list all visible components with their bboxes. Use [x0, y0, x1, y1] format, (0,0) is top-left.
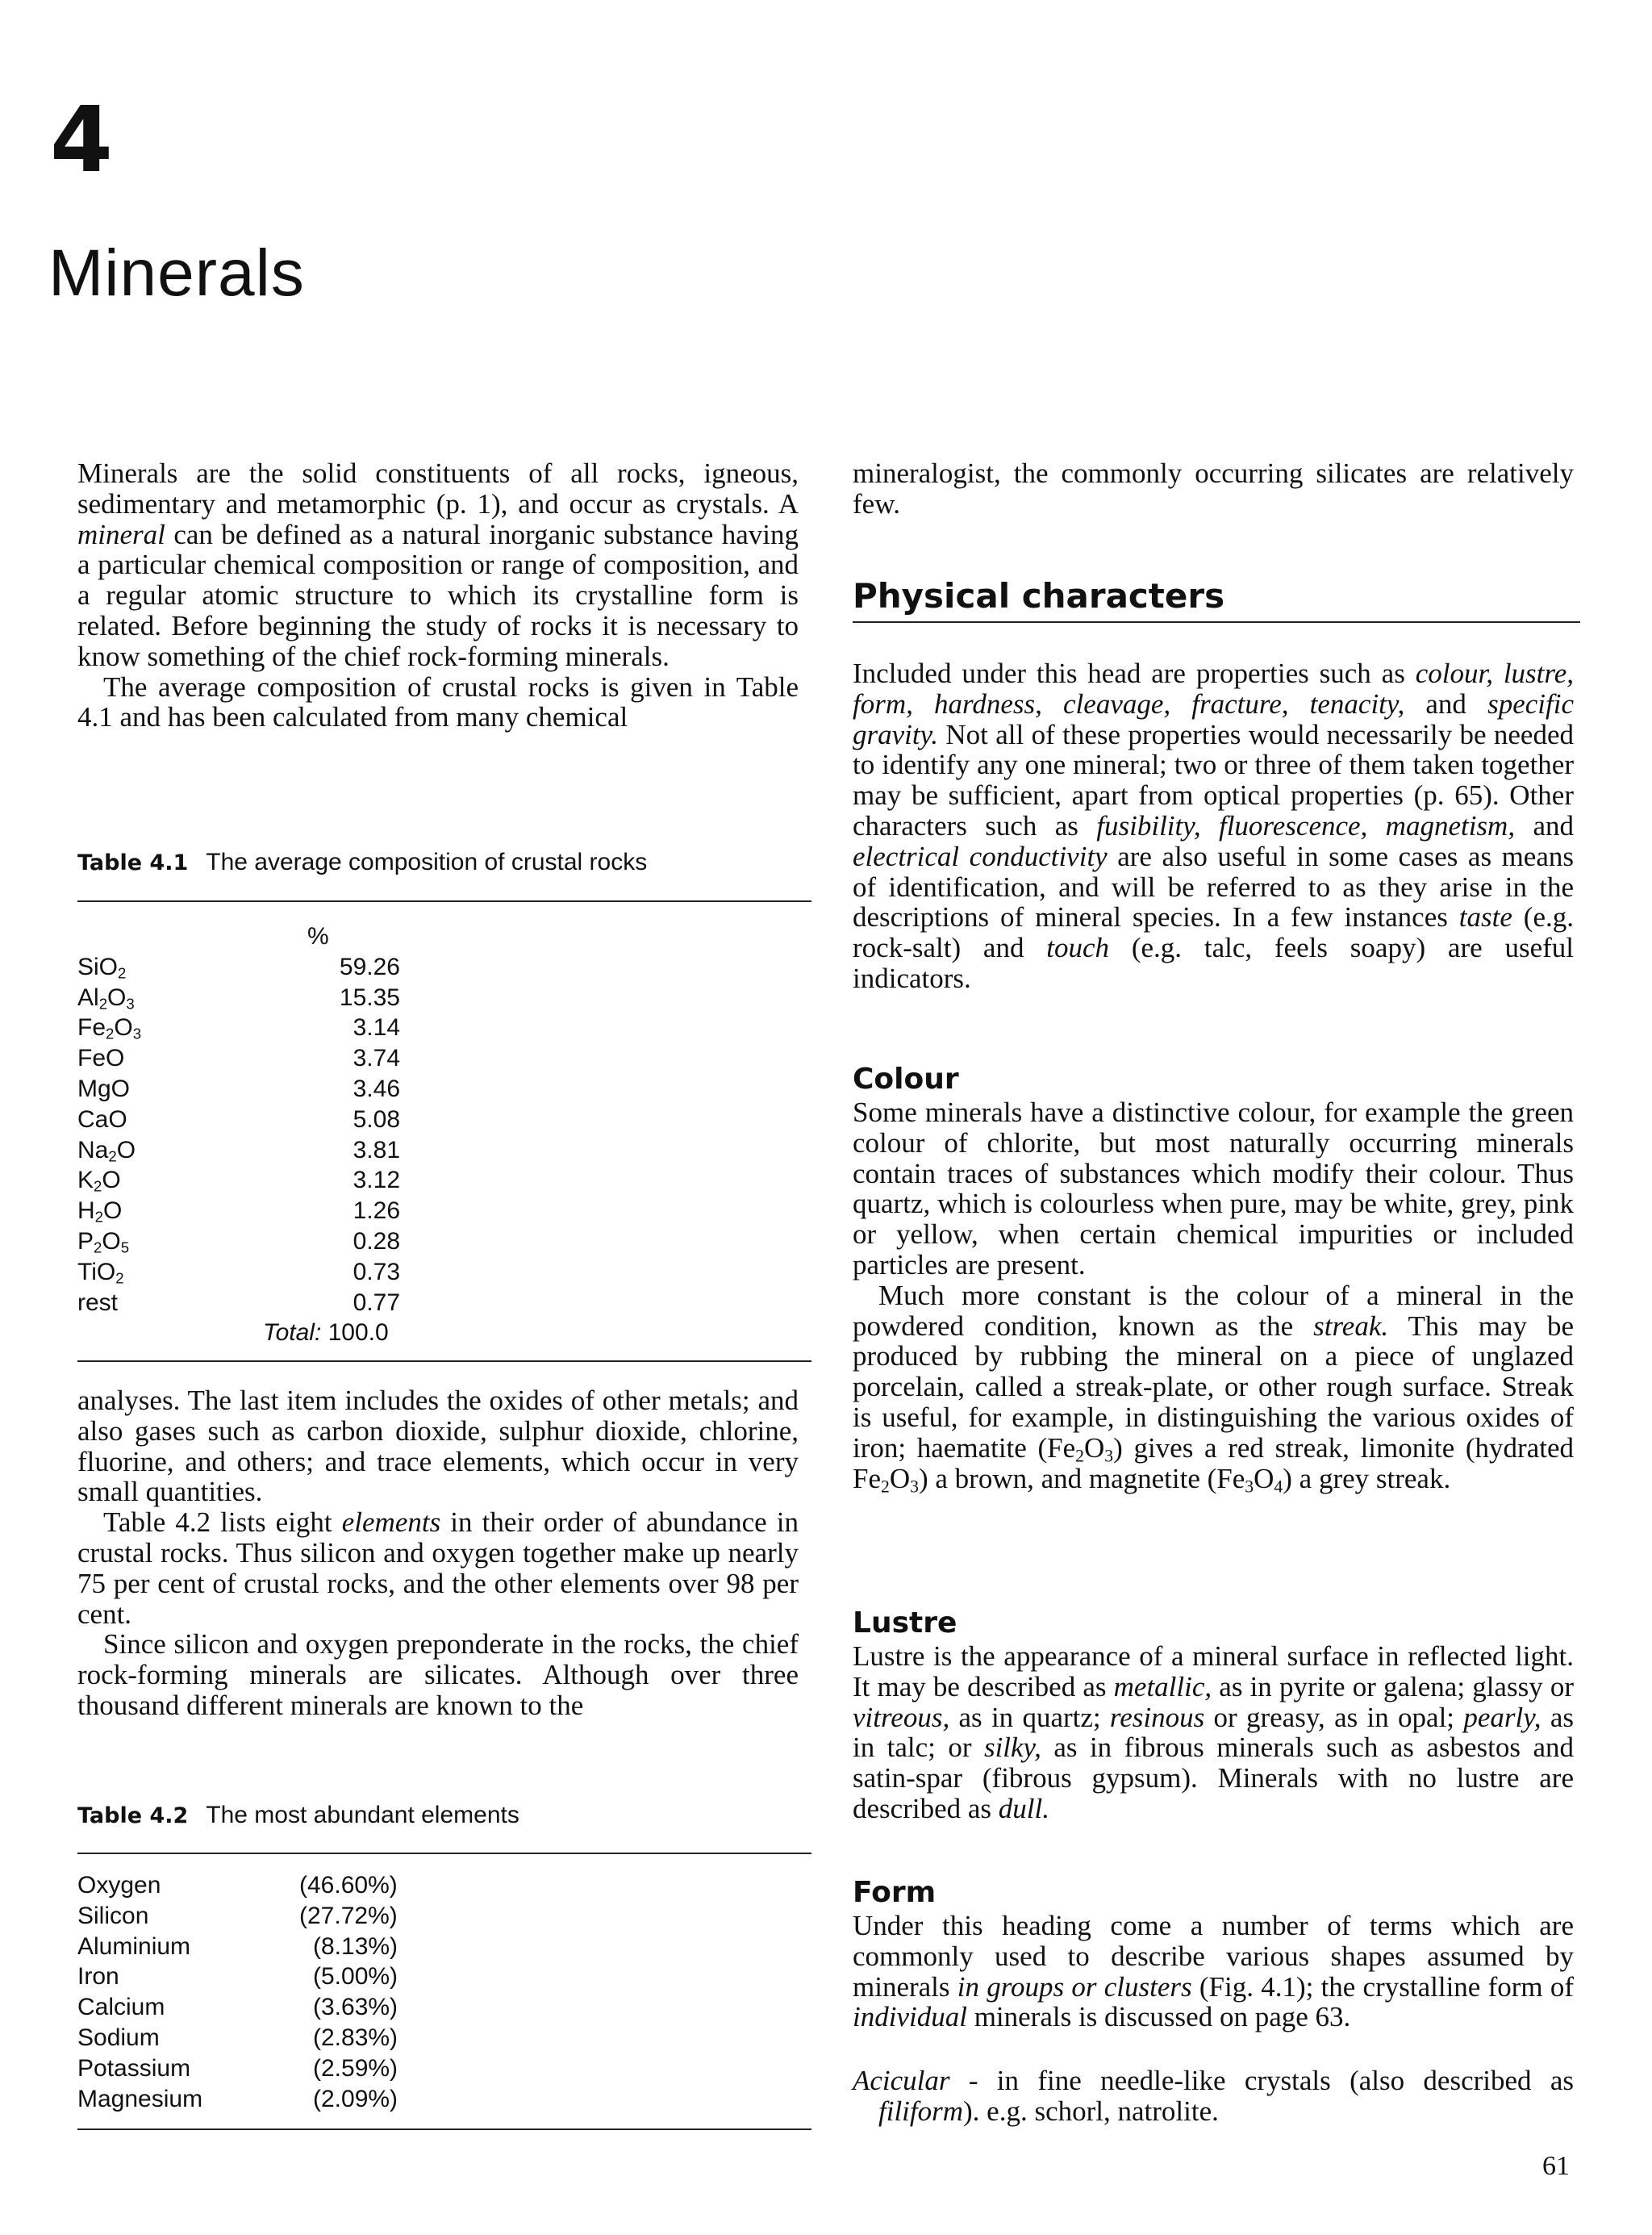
percentage-value: 5.08: [353, 1105, 400, 1133]
percentage-value: 3.81: [353, 1136, 400, 1163]
percentage-value: 0.28: [353, 1227, 400, 1255]
table1-row: [77, 1165, 436, 1196]
acicular-definition: Acicular - in fine needle-like crystals (also described as filiform). e.g. schorl, natrolite.: [853, 2065, 1574, 2127]
table1-row: [77, 952, 436, 983]
compound-name: $Fe_2O_3$: [77, 1014, 142, 1043]
table2-row: [77, 1961, 430, 1992]
compound-name: $P_2O_5$: [77, 1227, 130, 1256]
subheading-lustre: Lustre: [853, 1606, 957, 1640]
colour-paragraph-2: Much more constant is the colour of a mineral in the powdered condition, known as the streak. This may be produced by rubbing the mineral on a piece of unglazed porcelain, called a streak-plate, or other rough surface. Streak is useful, for example, in distinguishing the various oxides of iron; haematite $(Fe_2O_3)$ gives a red streak, limonite (hydrated $Fe_2O_3$) a brown, and magnetite $(Fe_3O_4)$ a grey streak.: [853, 1279, 1575, 1496]
compound-name: $H_2O$: [77, 1197, 123, 1226]
element-name: Silicon: [77, 1902, 149, 1929]
analyses-paragraphs: [77, 1385, 799, 1721]
compound-name: MgO: [77, 1075, 131, 1102]
elements-paragraph: Table 4.2 lists eight elements in their order of abundance in crustal rocks. Thus silicon and oxygen together make up nearly 75 per cent of crustal rocks, and the other elements over 98 per cent.: [77, 1506, 799, 1630]
table2-row: [77, 1932, 430, 1962]
percentage-value: 3.12: [353, 1167, 400, 1194]
element-percentage: (3.63%): [313, 1994, 398, 2021]
percentage-value: 1.26: [353, 1197, 400, 1225]
element-name: Oxygen: [77, 1872, 161, 1899]
subheading-colour: Colour: [853, 1063, 959, 1096]
chapter-number: 4: [50, 88, 113, 193]
element-percentage: (27.72%): [299, 1902, 398, 1929]
table1-row: [77, 1013, 436, 1043]
table2-row: [77, 1901, 430, 1932]
element-name: Iron: [77, 1963, 119, 1991]
table2-row: [77, 2023, 430, 2053]
table1-row: [77, 1226, 436, 1257]
element-name: Sodium: [77, 2024, 160, 2051]
element-percentage: (2.09%): [313, 2085, 398, 2112]
percentage-value: 3.74: [353, 1045, 400, 1072]
element-name: Potassium: [77, 2054, 191, 2082]
table1-row: [77, 1105, 436, 1135]
table2-top-rule: [77, 1853, 811, 1854]
section-heading-physical-characters: Physical characters: [853, 576, 1225, 616]
table1-bottom-rule: [77, 1360, 811, 1362]
element-name: Calcium: [77, 1994, 165, 2021]
table1-body: [77, 921, 436, 1348]
table2-body: [77, 1870, 430, 2114]
silicates-paragraph: Since silicon and oxygen preponderate in the rocks, the chief rock-forming minerals are silicates. Although over three thousand different minerals are known to the: [77, 1628, 799, 1721]
compound-name: CaO: [77, 1105, 127, 1133]
table1-row: [77, 1135, 436, 1166]
table1-row: [77, 1196, 436, 1226]
percentage-value: 59.26: [339, 953, 400, 980]
continued-paragraph: mineralogist, the commonly occurring silicates are relatively few.: [853, 457, 1574, 520]
compound-name: $Al_2O_3$: [77, 984, 135, 1013]
table2-row: [77, 2084, 430, 2115]
table1-row: [77, 1043, 436, 1074]
element-percentage: (5.00%): [313, 1963, 398, 1991]
compound-name: rest: [77, 1289, 119, 1316]
element-name: Magnesium: [77, 2085, 203, 2112]
form-paragraph: Under this heading come a number of terms which are commonly used to describe various shapes assumed by minerals in groups or clusters (Fig. 4.1); the crystalline form of individual minerals is discussed on page 63.: [853, 1910, 1574, 2033]
intro-paragraph: Minerals are the solid constituents of all rocks, igneous, sedimentary and metamorphic (p. 1), and occur as crystals. A mineral can be defined as a natural inorganic substance having a particular chemical composition or range of composition, and a regular atomic structure to which its crystalline form is related. Before beginning the study of rocks it is necessary to know something of the chief rock-forming minerals. The average composition of crustal rocks is given in Table 4.1 and has been calculated from many chemical: [77, 457, 799, 733]
analyses-paragraph: analyses. The last item includes the oxides of other metals; and also gases such as carbon dioxide, sulphur dioxide, chlorine, fluorine, and others; and trace elements, which occur in very small quantities.: [77, 1385, 799, 1508]
section-heading-rule: [853, 621, 1580, 623]
table1-row: [77, 983, 436, 1013]
page-number: 61: [1542, 2151, 1570, 2181]
table1-row: [77, 1288, 436, 1318]
chapter-title: Minerals: [48, 236, 305, 310]
table2-row: [77, 2053, 430, 2084]
table2-row: [77, 1992, 430, 2023]
percentage-value: 15.35: [339, 984, 400, 1011]
element-percentage: (46.60%): [299, 1872, 398, 1899]
element-percentage: (8.13%): [313, 1932, 398, 1960]
table1-total-row: Total: 100.0: [263, 1319, 389, 1347]
subheading-form: Form: [853, 1876, 937, 1909]
physical-characters-paragraph: Included under this head are properties such as colour, lustre, form, hardness, cleavage, fracture, tenacity, and specific gravity. Not all of these properties would necessarily be needed to identify any one mineral; two or three of them taken together may be sufficient, apart from optical properties (p. 65). Other characters such as fusibility, fluorescence, magnetism, and electrical conductivity are also useful in some cases as means of identification, and will be referred to as they arise in the descriptions of mineral species. In a few instances taste (e.g. rock-salt) and touch (e.g. talc, feels soapy) are useful indicators.: [853, 658, 1574, 994]
colour-paragraphs: [853, 1097, 1575, 1496]
compound-name: SiO$_2$: [77, 953, 127, 982]
compound-name: TiO$_2$: [77, 1258, 124, 1287]
element-percentage: (2.59%): [313, 2054, 398, 2082]
percentage-value: 3.14: [353, 1014, 400, 1042]
lustre-paragraph: Lustre is the appearance of a mineral surface in reflected light. It may be described as metallic, as in pyrite or galena; glassy or vitreous, as in quartz; resinous or greasy, as in opal; pearly, as in talc; or silky, as in fibrous minerals such as asbestos and satin-spar (fibrous gypsum). Minerals with no lustre are described as dull.: [853, 1640, 1574, 1824]
element-name: Aluminium: [77, 1932, 191, 1960]
table-ref-paragraph: The average composition of crustal rocks is given in Table 4.1 and has been calculated from many chemical: [77, 670, 799, 733]
table1-row: [77, 1074, 436, 1105]
table1-unit-row: %: [307, 923, 329, 950]
table2-row: [77, 1870, 430, 1901]
percentage-value: 3.46: [353, 1075, 400, 1102]
percentage-value: 0.73: [353, 1258, 400, 1285]
table2-caption: Table 4.2 The most abundant elements: [77, 1802, 519, 1828]
compound-name: $Na_2O$: [77, 1136, 136, 1165]
table1-top-rule: [77, 900, 811, 902]
compound-name: FeO: [77, 1045, 125, 1072]
percentage-value: 0.77: [353, 1289, 400, 1316]
table1-caption: Table 4.1 The average composition of crustal rocks: [77, 849, 648, 875]
colour-paragraph-1: Some minerals have a distinctive colour, for example the green colour of chlorite, but most naturally occurring minerals contain traces of substances which modify their colour. Thus quartz, which is colourless when pure, may be white, grey, pink or yellow, when certain chemical impurities or included particles are present.: [853, 1097, 1574, 1280]
element-percentage: (2.83%): [313, 2024, 398, 2051]
table1-row: [77, 1257, 436, 1288]
compound-name: $K_2O$: [77, 1167, 121, 1196]
table2-bottom-rule: [77, 2128, 811, 2130]
